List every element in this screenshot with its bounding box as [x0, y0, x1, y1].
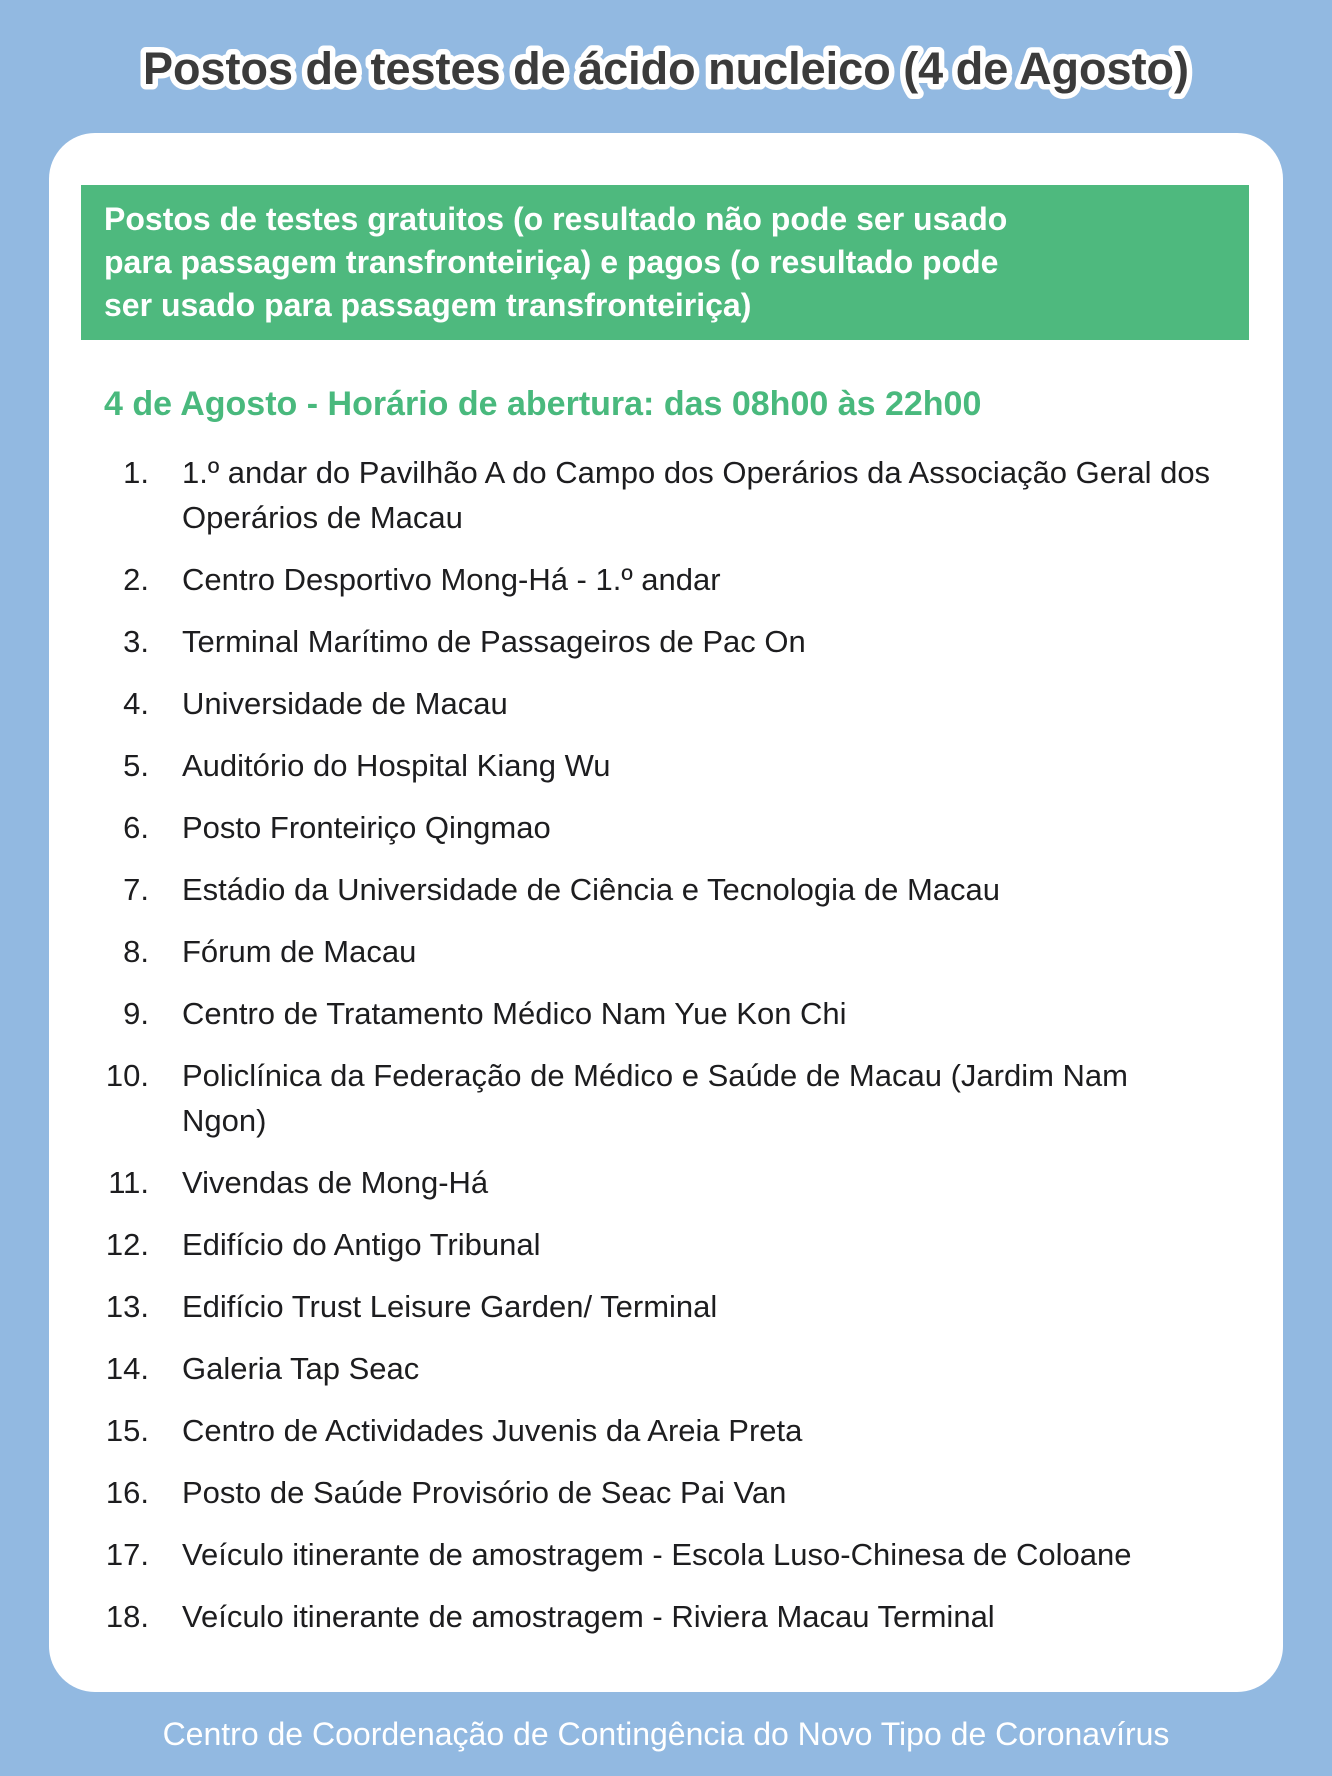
list-item-text: Posto de Saúde Provisório de Seac Pai Van [182, 1475, 787, 1510]
list-item-text: Edifício Trust Leisure Garden/ Terminal [182, 1289, 718, 1324]
list-item-text: Centro Desportivo Mong-Há - 1.º andar [182, 562, 721, 597]
list-item-text: Terminal Marítimo de Passageiros de Pac On [182, 624, 806, 659]
list-item [99, 1470, 1249, 1515]
page-title-graphic [0, 12, 1332, 122]
list-item-text: Estádio da Universidade de Ciência e Tecnologia de Macau [182, 872, 1001, 907]
banner-line: Postos de testes gratuitos (o resultado não pode ser usado [104, 201, 1008, 237]
list-item-number: 10. [105, 1058, 149, 1093]
content-card [49, 133, 1283, 1692]
page-header [0, 0, 1332, 133]
list-item-text: Veículo itinerante de amostragem - Riviera Macau Terminal [182, 1599, 995, 1634]
list-item-text: Galeria Tap Seac [182, 1351, 420, 1386]
list-item [99, 1532, 1249, 1577]
list-item [99, 450, 1249, 540]
list-item [99, 619, 1249, 664]
list-item-number: 3. [123, 624, 149, 659]
list-item-number: 15. [105, 1413, 149, 1448]
free-paid-tests-banner [81, 185, 1249, 340]
list-item [99, 1053, 1249, 1143]
list-item [99, 929, 1249, 974]
list-item [99, 1408, 1249, 1453]
list-item [99, 1594, 1249, 1639]
footer-org-name: Centro de Coordenação de Contingência do Novo Tipo de Coronavírus [162, 1716, 1170, 1752]
opening-hours-heading: 4 de Agosto - Horário de abertura: das 08h00 às 22h00 [104, 385, 982, 423]
list-item-number: 5. [123, 748, 149, 783]
banner-line: para passagem transfronteiriça) e pagos (o resultado pode [104, 244, 999, 280]
list-item-text: Vivendas de Mong-Há [182, 1165, 489, 1200]
list-item-number: 13. [105, 1289, 149, 1324]
list-item-number: 16. [105, 1475, 149, 1510]
list-item-number: 14. [105, 1351, 149, 1386]
list-item-number: 11. [108, 1165, 149, 1200]
list-item [99, 1284, 1249, 1329]
testing-locations-list [81, 450, 1249, 1639]
list-item [99, 805, 1249, 850]
list-item-number: 18. [105, 1599, 149, 1634]
list-item-text: Veículo itinerante de amostragem - Escola Luso-Chinesa de Coloane [182, 1537, 1132, 1572]
list-item [99, 867, 1249, 912]
list-item-text: Posto Fronteiriço Qingmao [182, 810, 551, 845]
banner-line: ser usado para passagem transfronteiriça) [104, 287, 752, 323]
list-item-number: 17. [105, 1537, 149, 1572]
list-item-text: Centro de Tratamento Médico Nam Yue Kon Chi [182, 996, 847, 1031]
list-item [99, 1160, 1249, 1205]
page-footer [0, 1692, 1332, 1776]
list-item-number: 7. [123, 872, 149, 907]
list-item-number: 12. [105, 1227, 149, 1262]
page-title: Postos de testes de ácido nucleico (4 de Agosto) [142, 42, 1190, 94]
list-item-number: 4. [123, 686, 149, 721]
list-item-number: 9. [123, 996, 149, 1031]
list-item-text: Universidade de Macau [182, 686, 508, 721]
list-item-number: 6. [123, 810, 149, 845]
list-item-number: 1. [123, 455, 149, 490]
list-item-text: 1.º andar do Pavilhão A do Campo dos Operários da Associação Geral dos Operários de Macau [182, 455, 1211, 535]
list-item [99, 1346, 1249, 1391]
list-item [99, 1222, 1249, 1267]
list-item-text: Auditório do Hospital Kiang Wu [182, 748, 611, 783]
list-item-text: Edifício do Antigo Tribunal [182, 1227, 541, 1262]
list-item [99, 681, 1249, 726]
list-item-text: Centro de Actividades Juvenis da Areia Preta [182, 1413, 803, 1448]
list-item [99, 991, 1249, 1036]
list-item-number: 2. [123, 562, 149, 597]
list-item-text: Fórum de Macau [182, 934, 417, 969]
list-item-number: 8. [123, 934, 149, 969]
list-item [99, 557, 1249, 602]
list-item [99, 743, 1249, 788]
list-item-text: Policlínica da Federação de Médico e Saúde de Macau (Jardim Nam Ngon) [182, 1058, 1128, 1138]
